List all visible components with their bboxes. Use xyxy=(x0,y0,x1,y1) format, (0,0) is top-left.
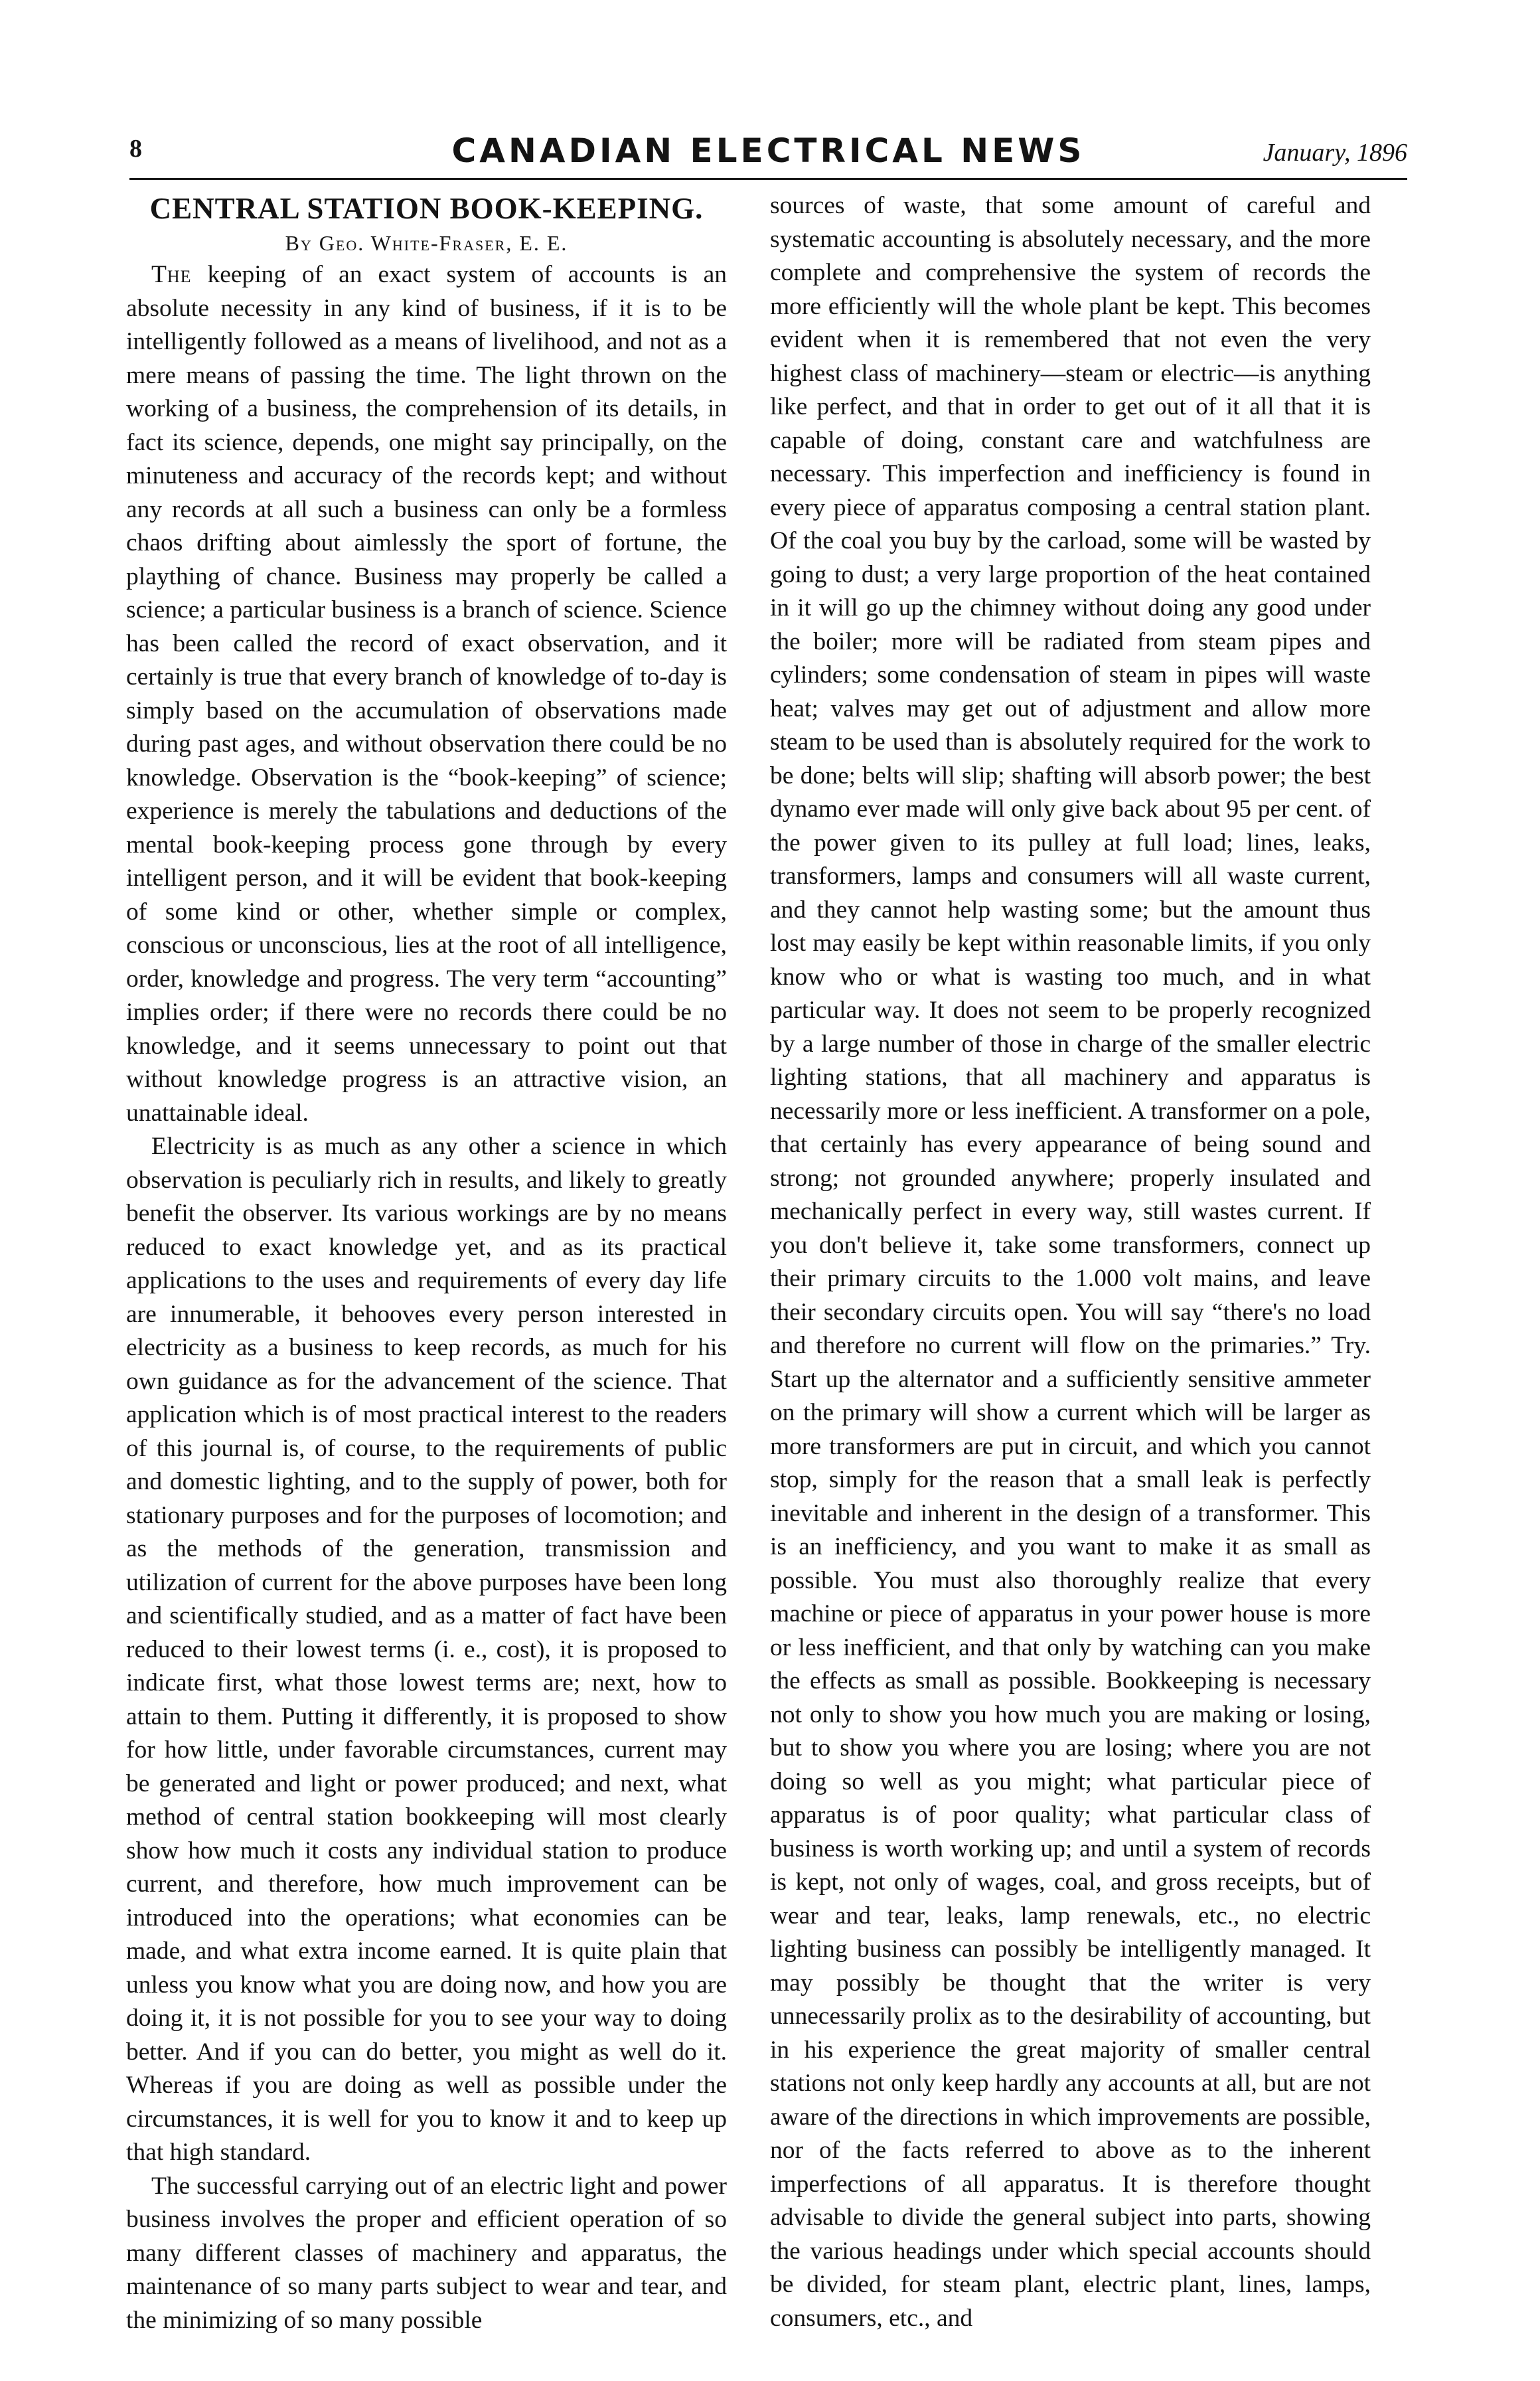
journal-title: CANADIAN ELECTRICAL NEWS xyxy=(451,131,1085,170)
paragraph-3: The successful carrying out of an electric light and power business involves the proper and efficient operation of so many different classes of machinery and apparatus, the maintenance of so many parts subject to wear and tear, and the minimizing of so many possible xyxy=(126,2172,727,2334)
paragraph-2: Electricity is as much as any other a science in which observation is peculiarly rich in results, and likely to greatly benefit the observer. Its various workings are by no means reduced to exact knowledge yet, and as its practical applications to the uses and requirements of every day life are innumerable, it behooves every person interested in electricity as a business to keep records, as much for his own guidance as for the advancement of the science. That application which is of most practical interest to the readers of this journal is, of course, to the requirements of public and domestic lighting, and to the supply of power, both for stationary purposes and for the purposes of locomotion; and as the methods of the generation, transmission and utilization of current for the above purposes have been long and scientifically studied, and as a matter of fact have been reduced to their lowest terms (i. e., cost), it is proposed to indicate first, what those lowest terms are; next, how to attain to them. Putting it differently, it is proposed to show for how little, under favorable circumstances, current may be generated and light or power produced; and next, what method of central station bookkeeping will most clearly show how much it costs any individual station to produce current, and therefore, how much improvement can be introduced into the operations; what economies can be made, and what extra income earned. It is quite plain that unless you know what you are doing now, and how you are doing it, it is not possible for you to see your way to doing better. And if you can do better, you might as well do it. Whereas if you are doing as well as possible under the circumstances, it is well for you to know it and to keep up that high standard. xyxy=(126,1133,727,2166)
byline: By Geo. White-Fraser, E. E. xyxy=(285,231,568,255)
article-title: CENTRAL STATION BOOK-KEEPING. xyxy=(149,192,704,225)
paragraph-continued: sources of waste, that some amount of careful and systematic accounting is absolutely necessary, and the more complete and comprehensive the system of records the more efficiently will the whole plant be kept. This becomes evident when it is remembered that not even the very highest class of machinery—steam or electric—is anything like perfect, and that in order to get out of it all that it is capable of doing, constant care and watchfulness are necessary. This imperfection and inefficiency is found in every piece of apparatus composing a central station plant. Of the coal you buy by the carload, some will be wasted by going to dust; a very large proportion of the heat contained in it will go up the chimney without doing any good under the boiler; more will be radiated from steam pipes and cylinders; some condensation of steam in pipes will waste heat; valves may get out of adjustment and allow more steam to be used than is absolutely required for the work to be done; belts will slip; shafting will absorb power; the best dynamo ever made will only give back about 95 per cent. of the power given to its pulley at full load; lines, leaks, transformers, lamps and consumers will all waste current, and they cannot help wasting some; but the amount thus lost may easily be kept within reasonable limits, if you only know who or what is wasting too much, and in what particular way. It does not seem to be properly recognized by a large number of those in charge of the smaller electric lighting stations, that all machinery and apparatus is necessarily more or less inefficient. A transformer on a pole, that certainly has every appearance of being sound and strong; not grounded anywhere; properly insulated and mechanically perfect in every way, still wastes current. If you don't believe it, take some transformers, connect up their primary circuits to the 1.000 volt mains, and leave their secondary circuits open. You will say “there's no load and therefore no current will flow on the primaries.” Try. Start up the alternator and a sufficiently sensitive ammeter on the primary will show a current which will be larger as more transformers are put in circuit, and which you cannot stop, simply for the reason that a small leak is perfectly inevitable and inherent in the design of a transformer. This is an inefficiency, and you want to make it as small as possible. You must also thoroughly realize that every machine or piece of apparatus in your power house is more or less inefficient, and that only by watching can you make the effects as small as possible. Bookkeeping is necessary not only to show you how much you are making or losing, but to show you where you are losing; where you are not doing so well as you might; what particular piece of apparatus is of poor quality; what particular class of business is worth working up; and until a system of records is kept, not only of wages, coal, and gross receipts, but of wear and tear, leaks, lamp renewals, etc., no electric lighting business can possibly be intelligently managed. It may possibly be thought that the writer is very unnecessarily prolix as to the desirability of accounting, but in his experience the great majority of smaller central stations not only keep hardly any accounts at all, but are not aware of the directions in which improvements are possible, nor of the facts referred to above as to the inherent imperfections of all apparatus. It is therefore thought advisable to divide the general subject into parts, showing the various headings under which special accounts should be divided, for steam plant, electric plant, lines, lamps, consumers, etc., and xyxy=(770,192,1371,2332)
page-number: 8 xyxy=(129,135,142,163)
right-column xyxy=(770,189,1371,2332)
paragraph-1 xyxy=(126,258,727,1130)
issue-date: January, 1896 xyxy=(1263,139,1407,167)
left-column xyxy=(126,189,727,2334)
lead-word: The xyxy=(151,261,192,288)
paragraph-1-text: keeping of an exact system of accounts is an absolute necessity in any kind of business, if it is to be intelligently followed as a means of livelihood, and not as a mere means of passing the time. The light thrown on the working of a business, the comprehension of its details, in fact its science, depends, one might say principally, on the minuteness and accuracy of the records kept; and without any records at all such a business can only be a formless chaos drifting about aimlessly the sport of fortune, the plaything of chance. Business may properly be called a science; a particular business is a branch of science. Science has been called the record of exact observation, and it certainly is true that every branch of knowledge of to-day is simply based on the accumulation of observations made during past ages, and without observation there could be no knowledge. Observation is the “book-keeping” of science; experience is merely the tabulations and deductions of the mental book-keeping process gone through by every intelligent person, and it will be evident that book-keeping of some kind or other, whether simple or complex, conscious or unconscious, lies at the root of all intelligence, order, knowledge and progress. The very term “accounting” implies order; if there were no records there could be no knowledge, and it seems unnecessary to point out that without knowledge progress is an attractive vision, an unattainable ideal. xyxy=(126,261,727,1127)
page-header xyxy=(129,131,1407,180)
